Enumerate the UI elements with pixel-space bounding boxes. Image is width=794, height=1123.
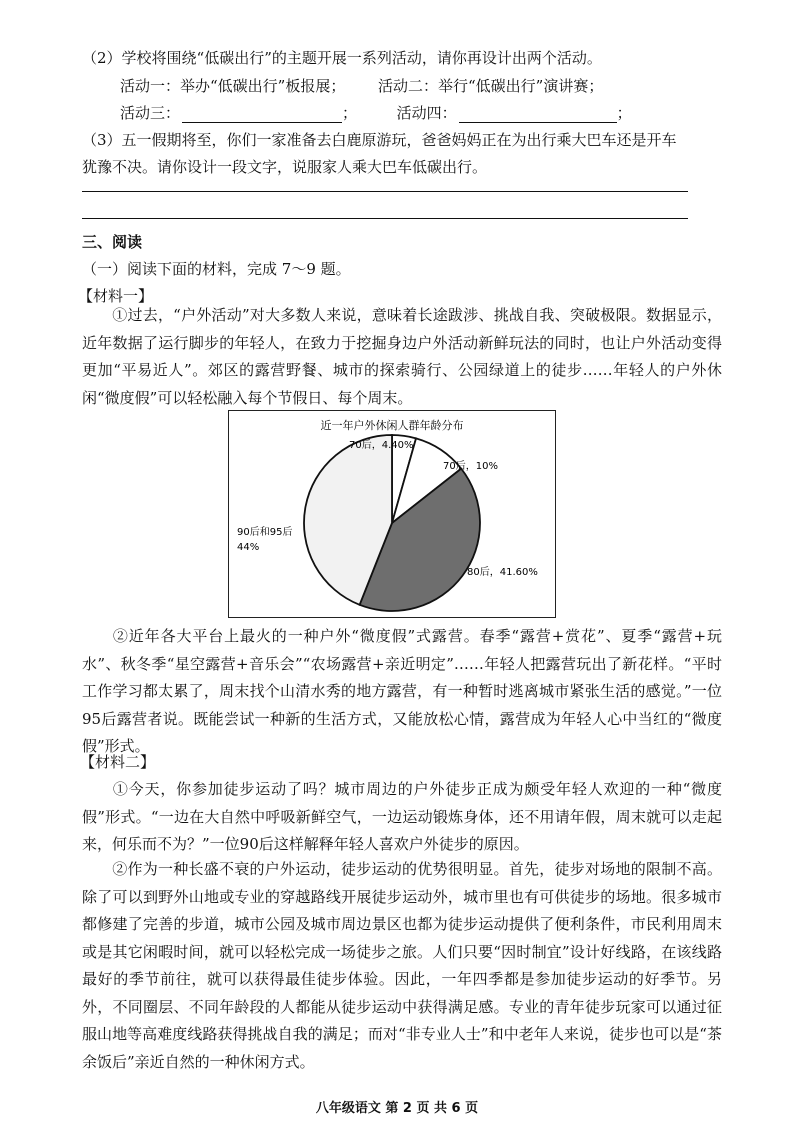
material1-p1 [82,302,722,412]
activity-2: 活动二：举行“低碳出行”演讲赛； [378,77,604,95]
page-footer: 八年级语文 第 2 页 共 6 页 [315,1101,479,1116]
activity-4-label: 活动四： [396,104,457,122]
material2-p1-text: ①今天，你参加徒步运动了吗？城市周边的户外徒步正成为颇受年轻人欢迎的一种“微度假”形式。“一边在大自然中呼吸新鲜空气，一边运动锻炼身体，还不用请年假，周末就可以走起来，何乐而不为？”一位90后这样解释年轻人喜欢户外徒步的原因。 [82,780,722,853]
material1-p2-text: ②近年各大平台上最火的一种户外“微度假”式露营。春季“露营+赏花”、夏季“露营+玩水”、秋冬季“星空露营+音乐会”“农场露营+亲近明定”……年轻人把露营玩出了新花样。“平时工作学习都太累了，周末找个山清水秀的地方露营，有一种暂时逃离城市紧张生活的感觉。”一位95后露营者说。既能尝试一种新的生活方式，又能放松心情，露营成为年轻人心中当红的“微度假”形式。 [82,627,722,755]
activity-3-end: ； [342,104,358,122]
material2-title: 【材料二】 [80,753,156,771]
activity-4-blank[interactable] [459,106,617,123]
chart-title: 近一年户外休闲人群年龄分布 [320,419,464,432]
section-title: 三、阅读 [82,233,143,251]
activity-3-label: 活动三： [120,104,181,122]
activity-3-blank[interactable] [182,106,342,123]
activity-row-1 [120,76,603,96]
answer-line-1[interactable] [82,191,688,192]
activity-row-2 [120,103,632,123]
activity-4-end: ； [616,104,632,122]
pie-chart [228,410,556,618]
label-70b: 70后，10% [443,461,498,472]
q2-prompt: （2）学校将围绕“低碳出行”的主题开展一系列活动，请你再设计出两个活动。 [82,49,602,67]
material1-title: 【材料一】 [78,287,154,305]
label-90-95-line2: 44% [237,542,260,553]
q3-prompt-line2: 犹豫不决。请你设计一段文字，说服家人乘大巴车低碳出行。 [82,158,488,176]
answer-line-2[interactable] [82,218,688,219]
pie-chart-svg [229,411,555,617]
q3-prompt-line1: （3）五一假期将至，你们一家准备去白鹿原游玩，爸爸妈妈正在为出行乘大巴车还是开车 [82,131,677,149]
label-90-95-line1: 90后和95后 [237,527,293,538]
activity-1: 活动一：举办“低碳出行”板报展； [120,77,346,95]
section-sub: （一）阅读下面的材料，完成 7～9 题。 [82,260,351,278]
material1-p1-text: ①过去，“户外活动”对大多数人来说，意味着长途跋涉、挑战自我、突破极限。数据显示，近年数据了运行脚步的年轻人，在致力于挖掘身边户外活动新鲜玩法的同时，也让户外活动变得更加“平易近人”。郊区的露营野餐、城市的探索骑行、公园绿道上的徒步……年轻人的户外休闲“微度假”可以轻松融入每个节假日、每个周末。 [82,306,722,407]
material2-p2-text: ②作为一种长盛不衰的户外运动，徒步运动的优势很明显。首先，徒步对场地的限制不高。除了可以到野外山地或专业的穿越路线开展徒步运动外，城市里也有可供徒步的场地。很多城市都修建了完善的步道，城市公园及城市周边景区也都为徒步运动提供了便利条件，市民利用周末或是其它闲暇时间，就可以轻松完成一场徒步之旅。人们只要“因时制宜”设计好线路，在该线路最好的季节前往，就可以获得最佳徒步体验。因此，一年四季都是参加徒步运动的好季节。另外，不同圈层、不同年龄段的人都能从徒步运动中获得满足感。专业的青年徒步玩家可以通过征服山地等高难度线路获得挑战自我的满足；而对“非专业人士”和中老年人来说，徒步也可以是“茶余饭后”亲近自然的一种休闲方式。 [82,860,722,1071]
label-80: 80后，41.60% [467,567,538,578]
material2-p1 [82,776,722,859]
material2-p2 [82,856,722,1076]
material1-p2 [82,623,722,761]
label-70a: 70后，4.40% [349,440,414,451]
